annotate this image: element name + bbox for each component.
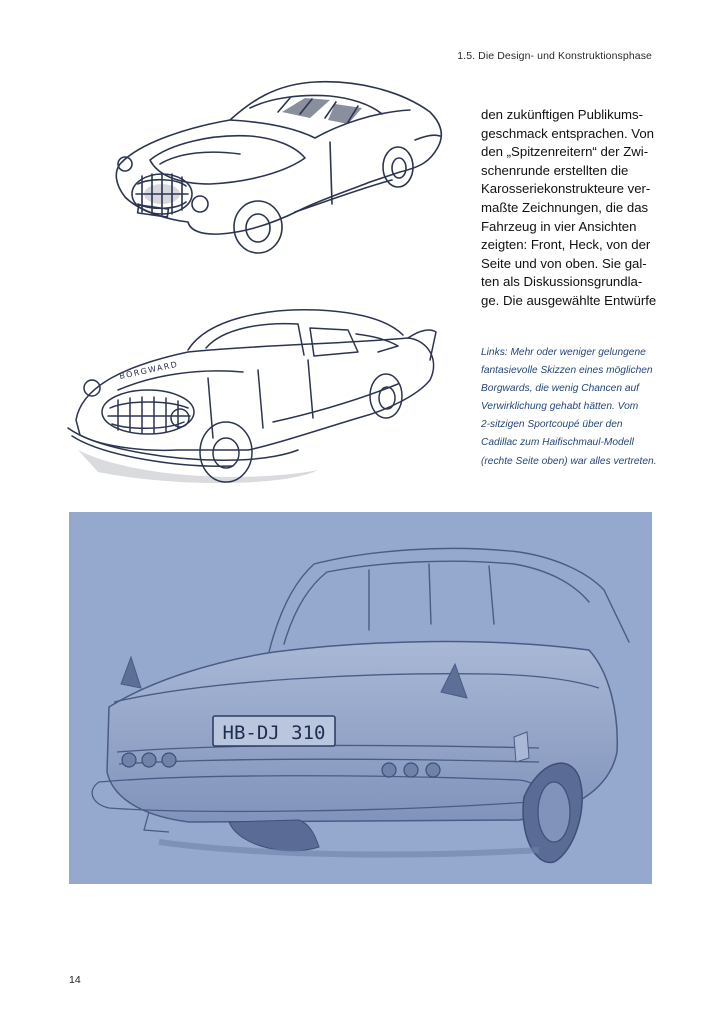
caption-line: Borgwards, die wenig Chancen auf bbox=[481, 383, 640, 395]
running-header: 1.5. Die Design- und Konstruktionsphase bbox=[457, 50, 652, 62]
body-text-line: zeigten: Front, Heck, von der bbox=[481, 237, 651, 253]
caption-line: fantasievolle Skizzen eines möglichen bbox=[481, 365, 653, 377]
body-text-line: schenrunde erstellten die bbox=[481, 162, 629, 178]
caption-line: Cadillac zum Haifischmaul-Modell bbox=[481, 437, 634, 449]
body-text-line: ge. Die ausgewählte Entwürfe bbox=[481, 292, 657, 308]
body-text-line: ten als Diskussionsgrundla- bbox=[481, 274, 643, 290]
caption-line: (rechte Seite oben) war alles vertreten. bbox=[481, 455, 657, 467]
sketch-sports-coupe-drawing bbox=[100, 72, 450, 272]
figure-caption bbox=[481, 344, 666, 471]
sketch-borgward-sedan bbox=[58, 300, 443, 490]
sketch-rear-view-drawing bbox=[69, 512, 652, 884]
body-text bbox=[481, 106, 661, 311]
caption-line: Links: Mehr oder weniger gelungene bbox=[481, 347, 646, 358]
body-text-line: geschmack entsprachen. Von bbox=[481, 125, 655, 141]
body-text-line: Karosseriekonstrukteure ver- bbox=[481, 181, 651, 197]
page-number: 14 bbox=[69, 974, 81, 986]
license-plate-text: HB-DJ 310 bbox=[222, 722, 326, 744]
caption-line: Verwirklichung gehabt hätten. Vom bbox=[481, 401, 639, 413]
body-text-line: den „Spitzenreitern“ der Zwi- bbox=[481, 144, 649, 160]
body-text-line: maßte Zeichnungen, die das bbox=[481, 199, 649, 215]
sketch-sports-coupe bbox=[100, 72, 450, 272]
body-text-line: den zukünftigen Publikums- bbox=[481, 107, 644, 122]
sketch-hood-lettering: BORGWARD bbox=[118, 359, 180, 381]
sketch-borgward-sedan-drawing bbox=[58, 300, 443, 490]
sketch-rear-view bbox=[69, 512, 652, 884]
body-text-line: Seite und von oben. Sie gal- bbox=[481, 255, 647, 271]
caption-line: 2-sitzigen Sportcoupé über den bbox=[481, 419, 623, 431]
body-text-line: Fahrzeug in vier Ansichten bbox=[481, 218, 637, 234]
